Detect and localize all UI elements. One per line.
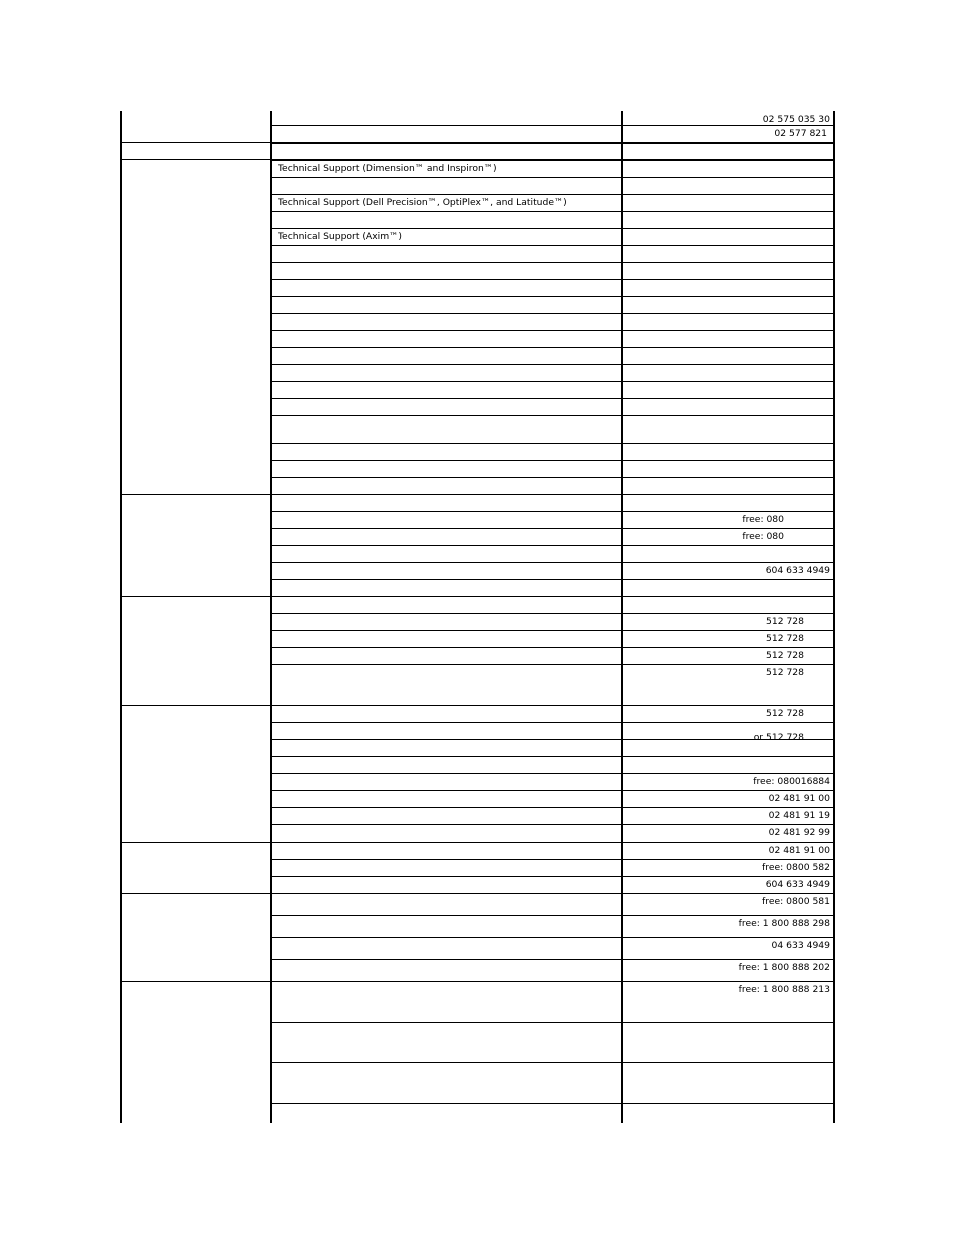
row-divider [270, 143, 835, 144]
department-label: Technical Support (Axim™) [278, 231, 402, 242]
phone-number: or 512 728 [753, 732, 804, 743]
row-divider [270, 630, 835, 631]
row-divider [270, 876, 835, 877]
row-divider [270, 739, 835, 740]
row-divider [270, 460, 835, 461]
row-divider [270, 211, 835, 212]
row-divider [270, 824, 835, 825]
phone-number: 02 481 91 00 [768, 793, 830, 804]
row-divider [270, 194, 835, 195]
row-divider [270, 579, 835, 580]
row-divider [270, 313, 835, 314]
row-divider [270, 296, 835, 297]
phone-number: 512 728 [766, 633, 804, 644]
phone-number: 512 728 [766, 708, 804, 719]
phone-number: free: 0800 581 [762, 896, 830, 907]
row-divider [120, 893, 835, 894]
phone-number: free: 080 [742, 531, 784, 542]
row-divider [270, 756, 835, 757]
row-divider [270, 1062, 835, 1063]
phone-number: 02 575 035 30 [762, 114, 830, 125]
row-divider [270, 160, 835, 161]
phone-number: free: 1 800 888 213 [738, 984, 830, 995]
row-divider [120, 142, 835, 143]
row-divider [270, 364, 835, 365]
row-divider [270, 330, 835, 331]
row-divider [270, 398, 835, 399]
row-divider [270, 959, 835, 960]
row-divider [270, 562, 835, 563]
row-divider [270, 262, 835, 263]
row-divider [120, 494, 835, 495]
row-divider [270, 647, 835, 648]
row-divider [270, 228, 835, 229]
phone-number: 512 728 [766, 616, 804, 627]
phone-number: free: 0800 582 [762, 862, 830, 873]
column-divider [120, 111, 122, 1123]
department-label: Technical Support (Dell Precision™, OptiPlex™, and Latitude™) [278, 197, 567, 208]
row-divider [270, 279, 835, 280]
phone-number: 02 577 821 [774, 128, 827, 139]
phone-number: free: 1 800 888 202 [738, 962, 830, 973]
row-divider [270, 790, 835, 791]
row-divider [270, 245, 835, 246]
row-divider [270, 381, 835, 382]
row-divider [120, 981, 835, 982]
row-divider [120, 159, 835, 160]
row-divider [270, 664, 835, 665]
row-divider [270, 443, 835, 444]
row-divider [270, 937, 835, 938]
row-divider [270, 1103, 835, 1104]
phone-number: 604 633 4949 [765, 879, 830, 890]
phone-number: free: 080016884 [753, 776, 830, 787]
phone-number: 512 728 [766, 667, 804, 678]
row-divider [270, 177, 835, 178]
row-divider [270, 415, 835, 416]
row-divider [270, 125, 835, 126]
row-divider [270, 773, 835, 774]
phone-number: 02 481 92 99 [768, 827, 830, 838]
row-divider [270, 347, 835, 348]
phone-number: 02 481 91 19 [768, 810, 830, 821]
row-divider [120, 705, 835, 706]
row-divider [270, 1022, 835, 1023]
row-divider [270, 545, 835, 546]
phone-number: 512 728 [766, 650, 804, 661]
phone-number: free: 1 800 888 298 [738, 918, 830, 929]
department-label: Technical Support (Dimension™ and Inspiron™) [278, 163, 497, 174]
row-divider [270, 915, 835, 916]
phone-number: 604 633 4949 [765, 565, 830, 576]
row-divider [270, 613, 835, 614]
row-divider [270, 511, 835, 512]
phone-number: 02 481 91 00 [768, 845, 830, 856]
row-divider [270, 477, 835, 478]
row-divider [120, 842, 835, 843]
row-divider [270, 722, 835, 723]
phone-number: 04 633 4949 [771, 940, 830, 951]
phone-number: free: 080 [742, 514, 784, 525]
row-divider [270, 859, 835, 860]
row-divider [120, 596, 835, 597]
row-divider [270, 528, 835, 529]
row-divider [270, 807, 835, 808]
